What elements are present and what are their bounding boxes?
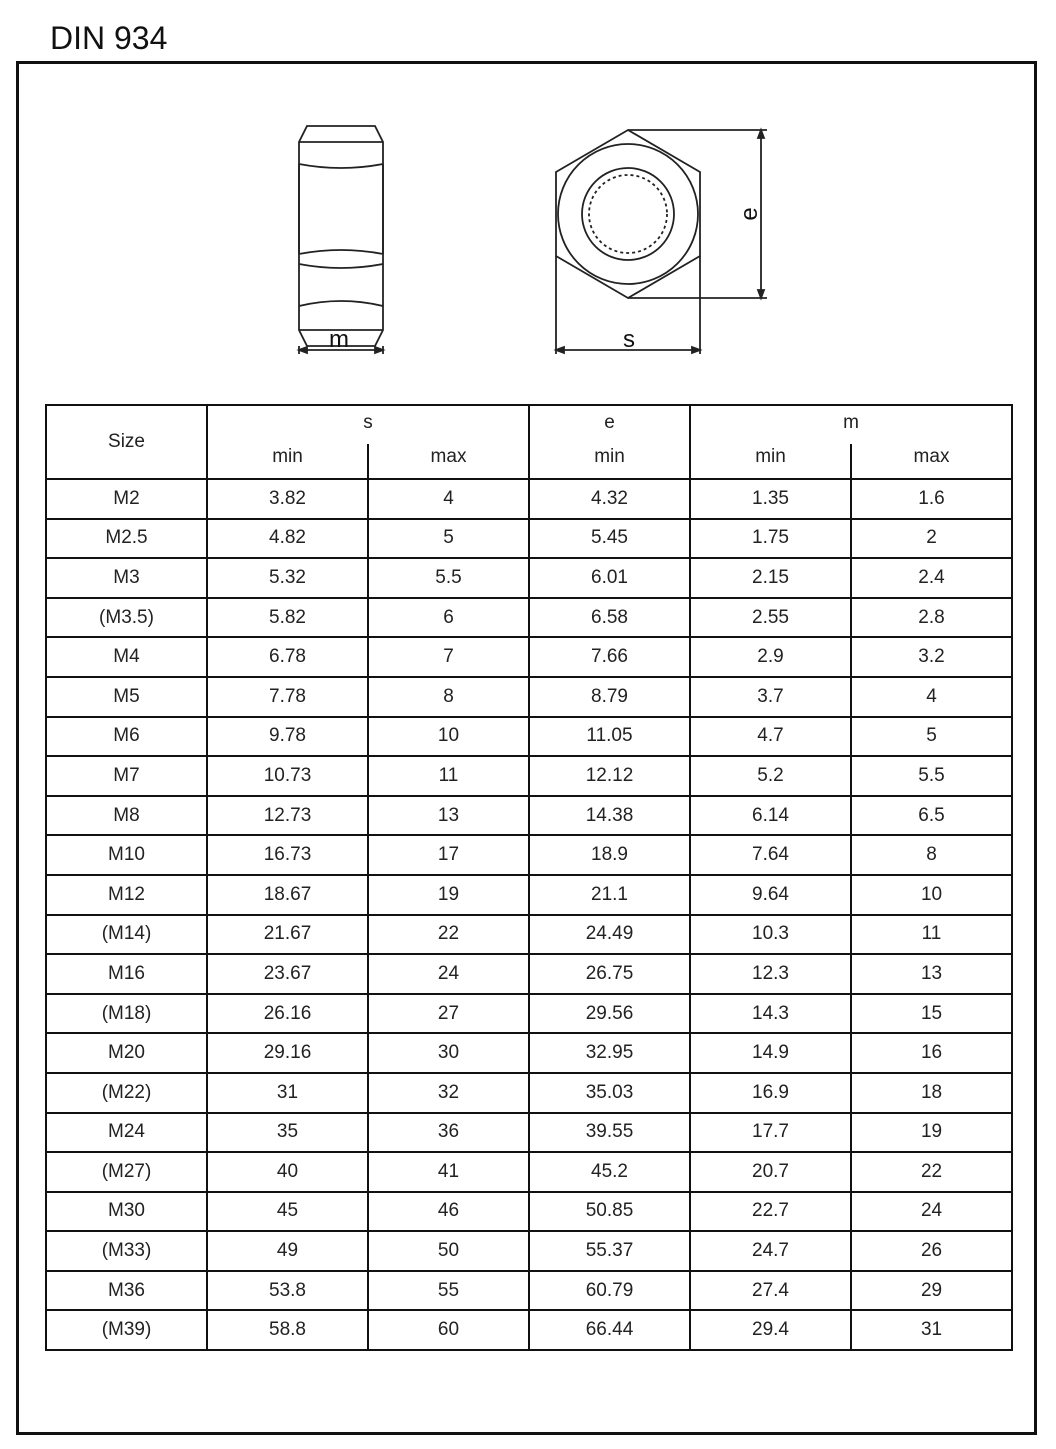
cell-m-max: 19 [851, 1113, 1012, 1153]
header-size: Size [46, 405, 207, 479]
cell-m-min: 24.7 [690, 1231, 851, 1271]
cell-e-min: 4.32 [529, 479, 690, 519]
cell-m-min: 3.7 [690, 677, 851, 717]
cell-s-max: 41 [368, 1152, 529, 1192]
cell-m-max: 15 [851, 994, 1012, 1034]
cell-s-max: 22 [368, 915, 529, 955]
cell-m-min: 1.75 [690, 519, 851, 559]
cell-e-min: 24.49 [529, 915, 690, 955]
dim-label-e: e [736, 207, 763, 221]
cell-e-min: 5.45 [529, 519, 690, 559]
cell-s-max: 55 [368, 1271, 529, 1311]
cell-s-min: 5.32 [207, 558, 368, 598]
cell-m-min: 27.4 [690, 1271, 851, 1311]
cell-m-min: 14.3 [690, 994, 851, 1034]
cell-m-max: 5 [851, 717, 1012, 757]
dim-label-m: m [329, 326, 349, 353]
din934-dimension-table [45, 404, 1013, 1351]
header-s: s [207, 405, 529, 444]
cell-m-max: 1.6 [851, 479, 1012, 519]
cell-size: (M14) [46, 915, 207, 955]
cell-s-min: 35 [207, 1113, 368, 1153]
cell-s-min: 10.73 [207, 756, 368, 796]
table-row [46, 1271, 1012, 1311]
cell-e-min: 7.66 [529, 637, 690, 677]
cell-s-max: 50 [368, 1231, 529, 1271]
cell-size: (M18) [46, 994, 207, 1034]
cell-m-min: 1.35 [690, 479, 851, 519]
cell-s-min: 16.73 [207, 835, 368, 875]
table-row [46, 519, 1012, 559]
cell-e-min: 14.38 [529, 796, 690, 836]
table-row [46, 1192, 1012, 1232]
cell-s-min: 18.67 [207, 875, 368, 915]
cell-s-min: 58.8 [207, 1310, 368, 1350]
cell-m-max: 10 [851, 875, 1012, 915]
header-s-max: max [368, 444, 529, 479]
cell-m-min: 2.55 [690, 598, 851, 638]
header-e: e [529, 405, 690, 444]
cell-s-max: 17 [368, 835, 529, 875]
cell-size: (M39) [46, 1310, 207, 1350]
cell-m-max: 13 [851, 954, 1012, 994]
table-row [46, 915, 1012, 955]
cell-s-max: 24 [368, 954, 529, 994]
cell-s-max: 13 [368, 796, 529, 836]
cell-m-min: 10.3 [690, 915, 851, 955]
table-row [46, 1231, 1012, 1271]
cell-s-min: 49 [207, 1231, 368, 1271]
cell-m-min: 6.14 [690, 796, 851, 836]
header-row-groups [46, 405, 1012, 444]
cell-size: M12 [46, 875, 207, 915]
cell-size: M10 [46, 835, 207, 875]
table-row [46, 1073, 1012, 1113]
cell-e-min: 8.79 [529, 677, 690, 717]
cell-s-max: 36 [368, 1113, 529, 1153]
cell-s-min: 31 [207, 1073, 368, 1113]
cell-m-max: 2 [851, 519, 1012, 559]
cell-m-max: 26 [851, 1231, 1012, 1271]
cell-e-min: 18.9 [529, 835, 690, 875]
cell-e-min: 21.1 [529, 875, 690, 915]
cell-s-min: 45 [207, 1192, 368, 1232]
cell-s-max: 5 [368, 519, 529, 559]
cell-m-max: 22 [851, 1152, 1012, 1192]
table-row [46, 1310, 1012, 1350]
header-m: m [690, 405, 1012, 444]
cell-m-max: 11 [851, 915, 1012, 955]
cell-size: M36 [46, 1271, 207, 1311]
cell-e-min: 35.03 [529, 1073, 690, 1113]
cell-m-min: 9.64 [690, 875, 851, 915]
cell-m-min: 5.2 [690, 756, 851, 796]
cell-s-min: 40 [207, 1152, 368, 1192]
cell-s-max: 60 [368, 1310, 529, 1350]
cell-m-min: 2.9 [690, 637, 851, 677]
table-row [46, 637, 1012, 677]
header-m-max: max [851, 444, 1012, 479]
cell-e-min: 11.05 [529, 717, 690, 757]
cell-s-min: 6.78 [207, 637, 368, 677]
cell-s-max: 27 [368, 994, 529, 1034]
cell-s-max: 19 [368, 875, 529, 915]
cell-size: (M33) [46, 1231, 207, 1271]
cell-e-min: 55.37 [529, 1231, 690, 1271]
cell-e-min: 66.44 [529, 1310, 690, 1350]
table-row [46, 1113, 1012, 1153]
cell-size: (M22) [46, 1073, 207, 1113]
cell-s-min: 53.8 [207, 1271, 368, 1311]
table-row [46, 756, 1012, 796]
table-row [46, 479, 1012, 519]
cell-e-min: 32.95 [529, 1033, 690, 1073]
cell-size: M2.5 [46, 519, 207, 559]
cell-e-min: 26.75 [529, 954, 690, 994]
cell-s-min: 12.73 [207, 796, 368, 836]
cell-s-min: 29.16 [207, 1033, 368, 1073]
cell-m-max: 16 [851, 1033, 1012, 1073]
cell-m-max: 29 [851, 1271, 1012, 1311]
cell-size: M30 [46, 1192, 207, 1232]
dim-label-s: s [623, 326, 635, 353]
cell-m-max: 18 [851, 1073, 1012, 1113]
header-m-min: min [690, 444, 851, 479]
table-row [46, 1033, 1012, 1073]
cell-size: M7 [46, 756, 207, 796]
table-row [46, 835, 1012, 875]
cell-e-min: 6.01 [529, 558, 690, 598]
cell-size: (M3.5) [46, 598, 207, 638]
cell-m-max: 5.5 [851, 756, 1012, 796]
cell-e-min: 12.12 [529, 756, 690, 796]
cell-e-min: 45.2 [529, 1152, 690, 1192]
nut-side-view [299, 126, 383, 354]
table-row [46, 717, 1012, 757]
cell-s-max: 6 [368, 598, 529, 638]
cell-m-min: 22.7 [690, 1192, 851, 1232]
cell-m-max: 31 [851, 1310, 1012, 1350]
cell-size: M20 [46, 1033, 207, 1073]
cell-size: M4 [46, 637, 207, 677]
cell-e-min: 50.85 [529, 1192, 690, 1232]
table-row [46, 598, 1012, 638]
cell-m-max: 4 [851, 677, 1012, 717]
cell-size: M24 [46, 1113, 207, 1153]
cell-m-min: 2.15 [690, 558, 851, 598]
drawing-frame [16, 61, 1037, 1435]
cell-s-min: 5.82 [207, 598, 368, 638]
cell-s-min: 9.78 [207, 717, 368, 757]
cell-m-min: 29.4 [690, 1310, 851, 1350]
cell-m-min: 7.64 [690, 835, 851, 875]
cell-m-min: 17.7 [690, 1113, 851, 1153]
cell-m-min: 14.9 [690, 1033, 851, 1073]
header-e-min: min [529, 444, 690, 479]
cell-s-max: 5.5 [368, 558, 529, 598]
cell-size: (M27) [46, 1152, 207, 1192]
nut-front-view [556, 130, 767, 354]
cell-s-max: 10 [368, 717, 529, 757]
cell-e-min: 6.58 [529, 598, 690, 638]
cell-s-min: 26.16 [207, 994, 368, 1034]
cell-s-max: 4 [368, 479, 529, 519]
table-row [46, 796, 1012, 836]
cell-s-min: 3.82 [207, 479, 368, 519]
cell-s-min: 4.82 [207, 519, 368, 559]
cell-m-max: 2.8 [851, 598, 1012, 638]
cell-m-max: 3.2 [851, 637, 1012, 677]
cell-m-min: 16.9 [690, 1073, 851, 1113]
cell-m-min: 20.7 [690, 1152, 851, 1192]
cell-s-max: 8 [368, 677, 529, 717]
cell-size: M6 [46, 717, 207, 757]
header-s-min: min [207, 444, 368, 479]
cell-s-min: 21.67 [207, 915, 368, 955]
cell-s-max: 11 [368, 756, 529, 796]
cell-m-max: 8 [851, 835, 1012, 875]
cell-m-min: 4.7 [690, 717, 851, 757]
cell-m-max: 24 [851, 1192, 1012, 1232]
cell-m-min: 12.3 [690, 954, 851, 994]
table-row [46, 875, 1012, 915]
table-row [46, 677, 1012, 717]
page-title: DIN 934 [50, 20, 168, 56]
cell-s-max: 7 [368, 637, 529, 677]
cell-s-min: 7.78 [207, 677, 368, 717]
table-row [46, 558, 1012, 598]
cell-s-min: 23.67 [207, 954, 368, 994]
cell-m-max: 6.5 [851, 796, 1012, 836]
cell-e-min: 39.55 [529, 1113, 690, 1153]
cell-s-max: 32 [368, 1073, 529, 1113]
cell-e-min: 29.56 [529, 994, 690, 1034]
cell-size: M3 [46, 558, 207, 598]
cell-size: M8 [46, 796, 207, 836]
cell-size: M2 [46, 479, 207, 519]
cell-s-max: 46 [368, 1192, 529, 1232]
table-row [46, 954, 1012, 994]
cell-e-min: 60.79 [529, 1271, 690, 1311]
table-row [46, 994, 1012, 1034]
table-row [46, 1152, 1012, 1192]
cell-m-max: 2.4 [851, 558, 1012, 598]
cell-size: M5 [46, 677, 207, 717]
cell-size: M16 [46, 954, 207, 994]
cell-s-max: 30 [368, 1033, 529, 1073]
hex-nut-drawing [19, 64, 1034, 404]
